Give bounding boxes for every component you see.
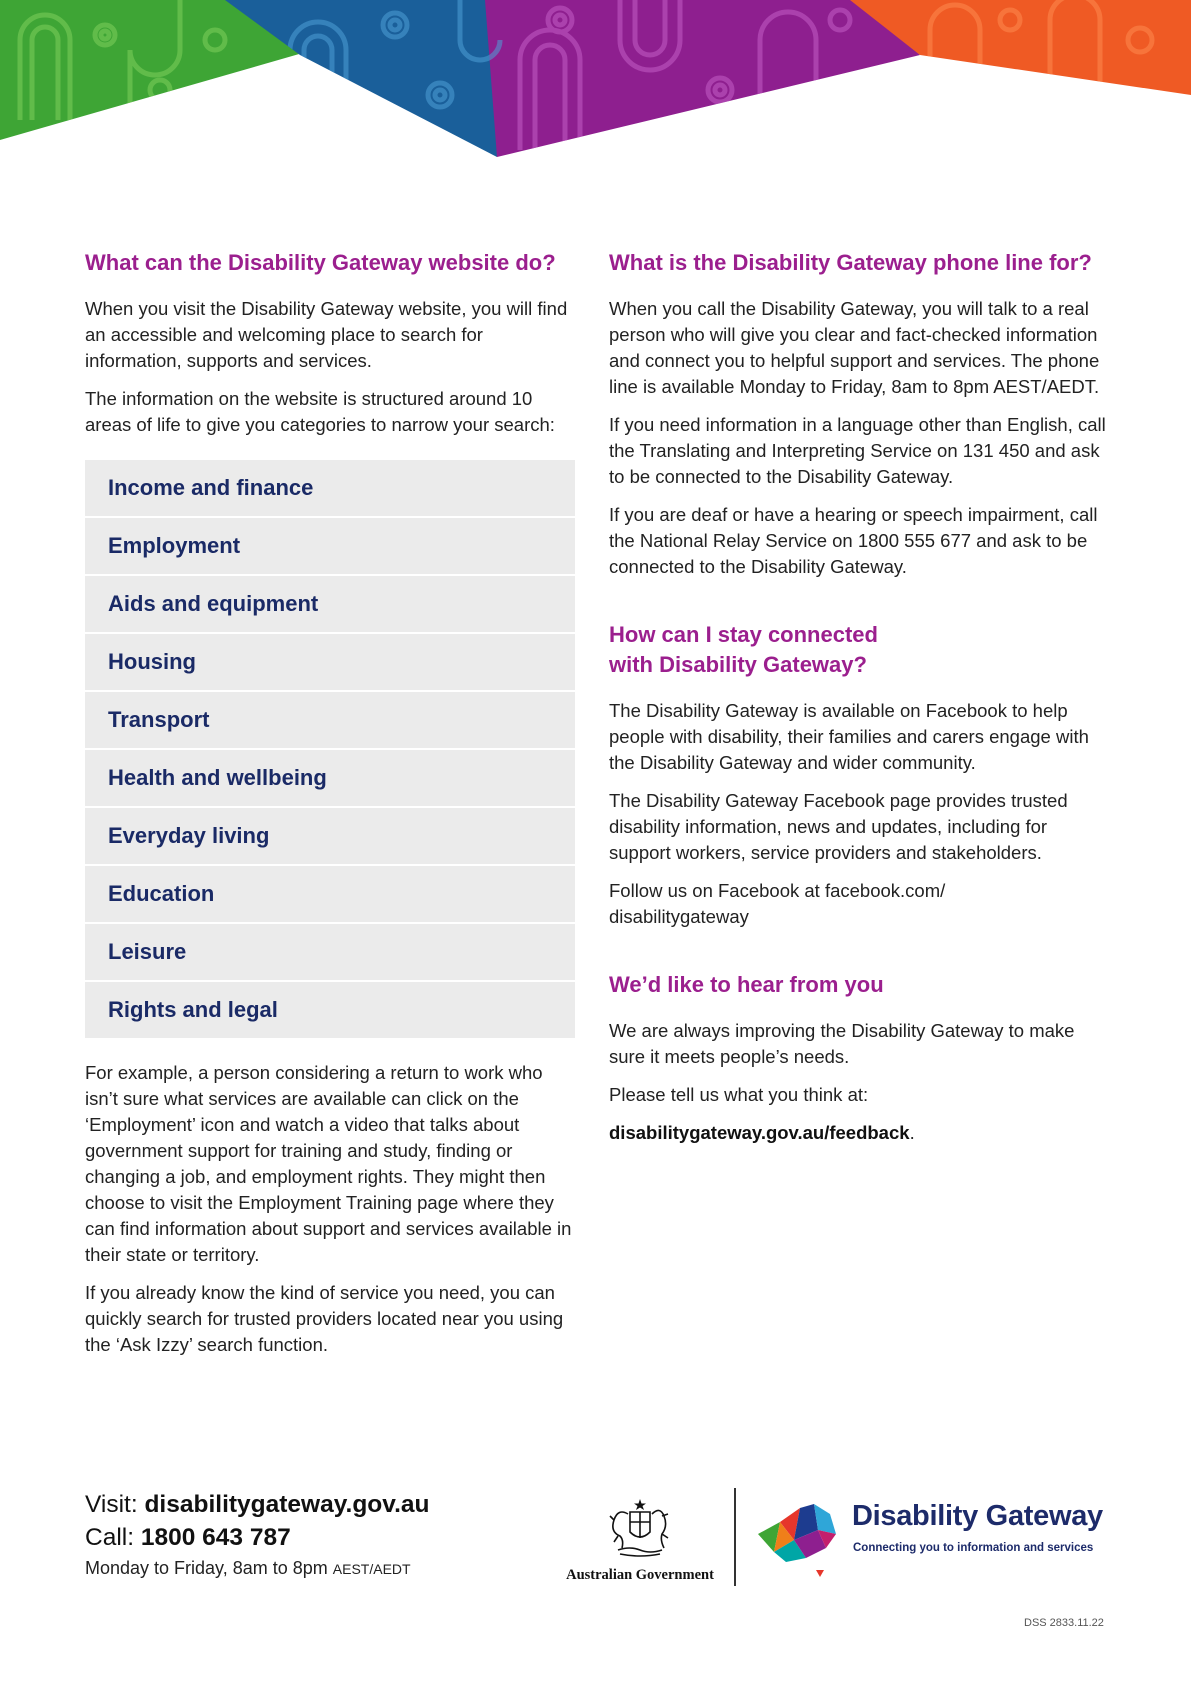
website-heading: What can the Disability Gateway website do? — [85, 250, 556, 275]
disability-gateway-logo-tagline: Connecting you to information and services — [853, 1542, 1094, 1554]
facebook-follow-paragraph — [609, 878, 1109, 930]
improving-paragraph: We are always improving the Disability Gateway to make sure it meets people’s needs. — [609, 1020, 1075, 1067]
area-transport: Transport — [85, 692, 575, 748]
footer-visit-label: Visit: — [85, 1491, 138, 1518]
australia-map-logo-icon — [756, 1500, 842, 1580]
footer-timezone: AEST/AEDT — [332, 1561, 411, 1577]
hear-from-you-heading: We’d like to hear from you — [609, 972, 884, 997]
phone-line-paragraph: When you call the Disability Gateway, you will talk to a real person who will give you clear and fact-checked information and connect you to helpful support and services. The phone line is available Monday to Friday, 8am to 8pm AEST/AEDT. — [609, 298, 1100, 397]
feedback-paragraph — [609, 1120, 1109, 1146]
footer-call-line — [85, 1521, 565, 1554]
areas-of-life-list — [85, 460, 575, 1038]
footer-contact — [85, 1488, 565, 1583]
website-structure-paragraph: The information on the website is structured around 10 areas of life to give you categories to narrow your search: — [85, 388, 555, 435]
area-education: Education — [85, 866, 575, 922]
banner-blue-segment — [225, 0, 520, 157]
phone-line-heading: What is the Disability Gateway phone line for? — [609, 250, 1092, 275]
footer-call-label: Call: — [85, 1524, 135, 1551]
disability-gateway-logo — [756, 1500, 1116, 1580]
ask-izzy-paragraph: If you already know the kind of service you need, you can quickly search for trusted providers located near you using the ‘Ask Izzy’ search function. — [85, 1282, 564, 1355]
translating-service-paragraph: If you need information in a language other than English, call the Translating and Interpreting Service on 131 450 and ask to be connected to the Disability Gateway. — [609, 414, 1106, 487]
australian-government-logo — [560, 1496, 720, 1584]
footer-visit-line — [85, 1488, 565, 1521]
area-health-and-wellbeing: Health and wellbeing — [85, 750, 575, 806]
facebook-follow-line-1: Follow us on Facebook at facebook.com/ — [609, 880, 946, 901]
footer-phone-number[interactable]: 1800 643 787 — [140, 1524, 291, 1551]
area-income-and-finance: Income and finance — [85, 460, 575, 516]
tell-us-paragraph: Please tell us what you think at: — [609, 1084, 869, 1105]
area-aids-and-equipment: Aids and equipment — [85, 576, 575, 632]
employment-example-paragraph: For example, a person considering a return to work who isn’t sure what services are available can click on the ‘Employment’ icon and watch a video that talks about government support for training and study, finding or changing a job, and employment rights. They might then choose to visit the Employment Training page where they can find information about support and services available in their state or territory. — [85, 1062, 572, 1265]
area-housing: Housing — [85, 634, 575, 690]
coat-of-arms-icon — [600, 1496, 680, 1560]
website-intro-paragraph: When you visit the Disability Gateway website, you will find an accessible and welcoming place to search for information, supports and services. — [85, 298, 568, 371]
area-everyday-living: Everyday living — [85, 808, 575, 864]
australian-government-text: Australian Government — [566, 1567, 714, 1583]
stay-connected-heading-line-1: How can I stay connected — [609, 622, 878, 647]
area-employment: Employment — [85, 518, 575, 574]
feedback-link[interactable]: disabilitygateway.gov.au/feedback — [609, 1122, 910, 1143]
relay-service-paragraph: If you are deaf or have a hearing or speech impairment, call the National Relay Service on 1800 555 677 and ask to be connected to the Disability Gateway. — [609, 504, 1098, 577]
right-column — [609, 248, 1109, 1146]
left-column — [85, 248, 575, 1358]
facebook-page-paragraph: The Disability Gateway Facebook page provides trusted disability information, news and updates, including for support workers, service providers and stakeholders. — [609, 790, 1068, 863]
stay-connected-heading-line-2: with Disability Gateway? — [609, 652, 867, 677]
stay-connected-heading — [609, 620, 1109, 680]
decorative-banner — [0, 0, 1191, 170]
footer-website-link[interactable]: disabilitygateway.gov.au — [144, 1491, 430, 1518]
area-leisure: Leisure — [85, 924, 575, 980]
document-code: DSS 2833.11.22 — [1024, 1617, 1104, 1629]
area-rights-and-legal: Rights and legal — [85, 982, 575, 1038]
logo-divider — [734, 1488, 736, 1586]
facebook-availability-paragraph: The Disability Gateway is available on Facebook to help people with disability, their families and carers engage with the Disability Gateway and wider community. — [609, 700, 1089, 773]
feedback-link-suffix: . — [909, 1122, 915, 1143]
footer-hours: Monday to Friday, 8am to 8pm — [85, 1558, 328, 1578]
footer-hours-line — [85, 1554, 565, 1583]
facebook-follow-line-2: disabilitygateway — [609, 906, 749, 927]
disability-gateway-logo-title: Disability Gateway — [852, 1500, 1103, 1532]
